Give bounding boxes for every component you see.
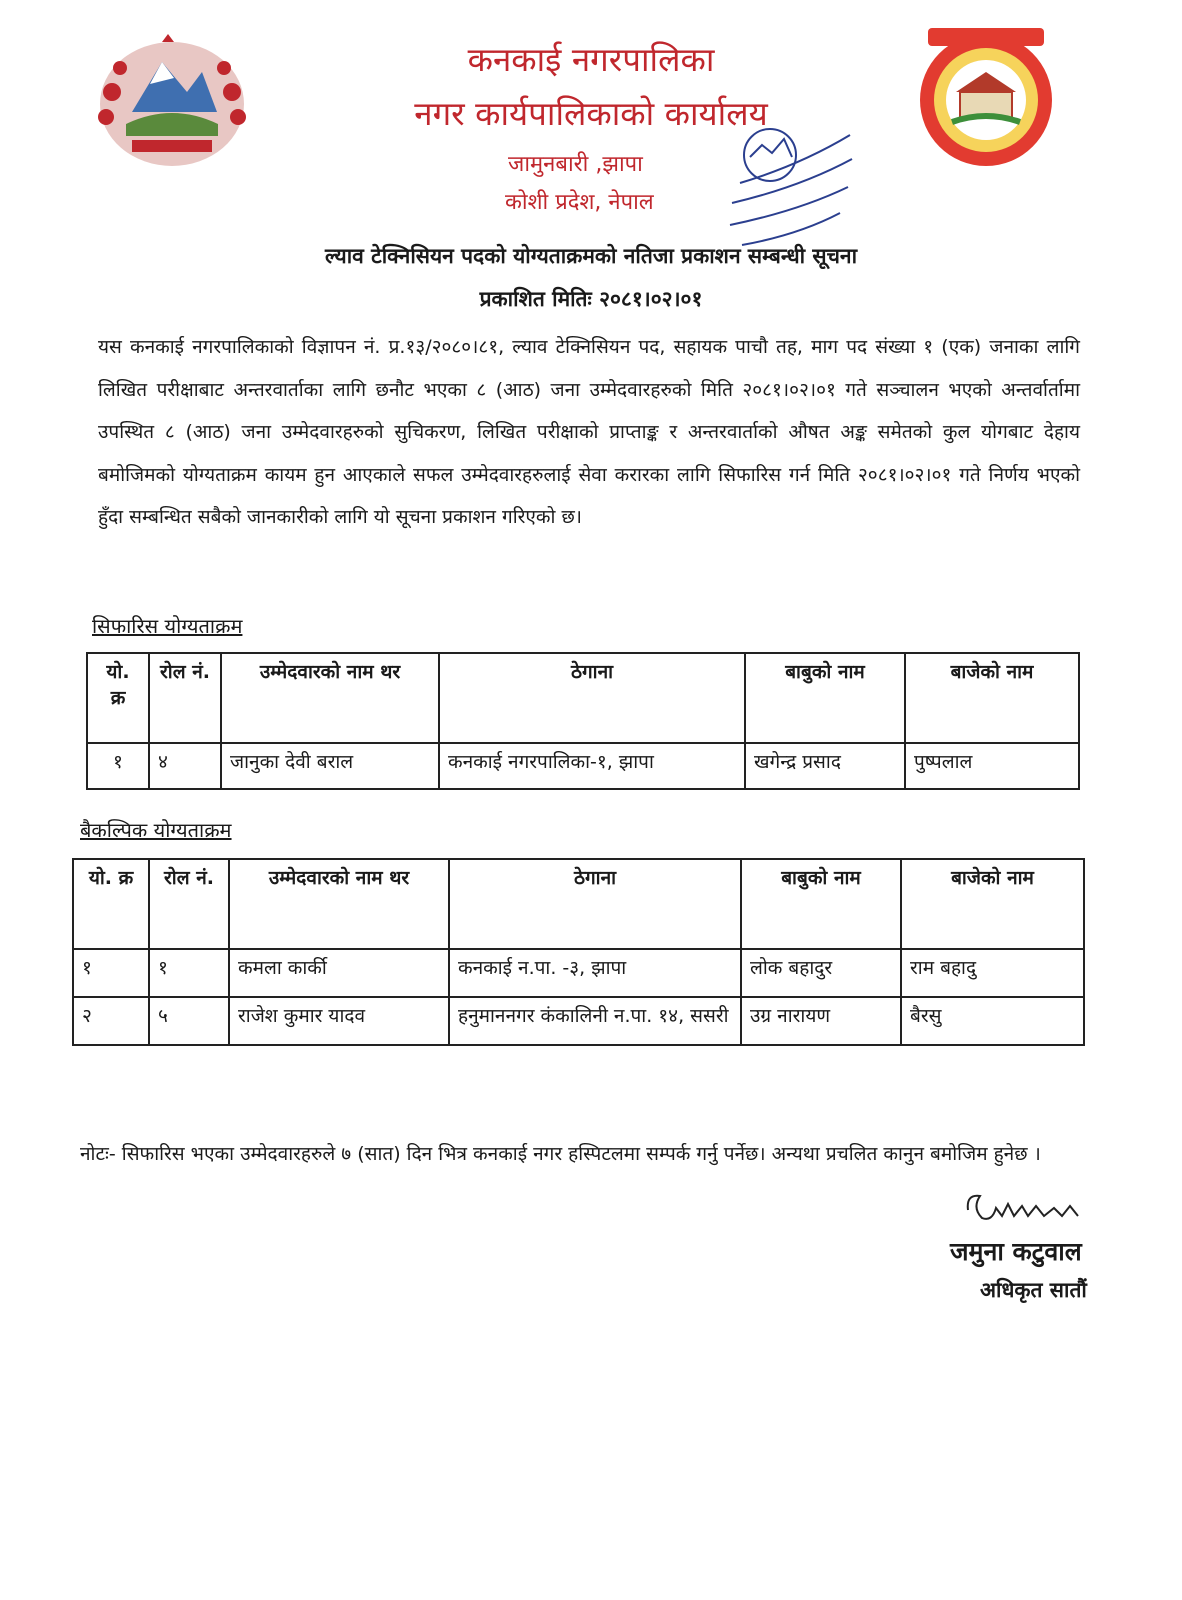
col-serial: यो. क्र bbox=[87, 653, 149, 743]
cell-serial: १ bbox=[87, 743, 149, 789]
address-line-1: जामुनबारी ,झापा bbox=[508, 152, 643, 177]
col-roll: रोल नं. bbox=[149, 653, 221, 743]
table-row bbox=[73, 997, 1084, 1045]
col-candidate-name: उम्मेदवारको नाम थर bbox=[221, 653, 439, 743]
cell-roll: १ bbox=[149, 949, 229, 997]
col-roll: रोल नं. bbox=[149, 859, 229, 949]
cell-candidate-name: कमला कार्की bbox=[229, 949, 449, 997]
cell-grandfather-name: बैरसु bbox=[901, 997, 1084, 1045]
col-candidate-name: उम्मेदवारको नाम थर bbox=[229, 859, 449, 949]
col-grandfather-name: बाजेको नाम bbox=[905, 653, 1079, 743]
col-serial: यो. क्र bbox=[73, 859, 149, 949]
col-address: ठेगाना bbox=[439, 653, 745, 743]
col-address: ठेगाना bbox=[449, 859, 741, 949]
table-header-row bbox=[87, 653, 1079, 743]
col-grandfather-name: बाजेको नाम bbox=[901, 859, 1084, 949]
cell-serial: २ bbox=[73, 997, 149, 1045]
cell-father-name: उग्र नारायण bbox=[741, 997, 901, 1045]
cell-grandfather-name: पुष्पलाल bbox=[905, 743, 1079, 789]
table-row bbox=[73, 949, 1084, 997]
cell-address: कनकाई न.पा. -३, झापा bbox=[449, 949, 741, 997]
office-subtitle: नगर कार्यपालिकाको कार्यालय bbox=[414, 94, 768, 133]
alternative-table bbox=[72, 858, 1085, 1046]
footer-note: नोटः- सिफारिस भएका उम्मेदवारहरुले ७ (सात) दिन भित्र कनकाई नगर हस्पिटलमा सम्पर्क गर्नु पर्नेछ। अन्यथा प्रचलित कानुन बमोजिम हुनेछ । bbox=[80, 1143, 1041, 1165]
cell-candidate-name: राजेश कुमार यादव bbox=[229, 997, 449, 1045]
recommended-table bbox=[86, 652, 1080, 790]
cell-serial: १ bbox=[73, 949, 149, 997]
col-father-name: बाबुको नाम bbox=[741, 859, 901, 949]
cell-father-name: लोक बहादुर bbox=[741, 949, 901, 997]
cell-roll: ४ bbox=[149, 743, 221, 789]
cell-roll: ५ bbox=[149, 997, 229, 1045]
published-date: प्रकाशित मितिः २०८१।०२।०१ bbox=[479, 287, 703, 311]
signer-designation: अधिकृत सातौं bbox=[980, 1278, 1087, 1302]
signer-name: जमुना कटुवाल bbox=[950, 1237, 1082, 1266]
cell-father-name: खगेन्द्र प्रसाद bbox=[745, 743, 905, 789]
cell-candidate-name: जानुका देवी बराल bbox=[221, 743, 439, 789]
notice-title: ल्याव टेक्निसियन पदको योग्यताक्रमको नतिजा प्रकाशन सम्बन्धी सूचना bbox=[324, 244, 858, 268]
notice-body: यस कनकाई नगरपालिकाको विज्ञापन नं. प्र.१३/२०८०।८१, ल्याव टेक्निसियन पद, सहायक पाचौ तह, माग पद संख्या १ (एक) जनाका लागि लिखित परीक्षाबाट अन्तरवार्ताका लागि छनौट भएका ८ (आठ) जना उम्मेदवारहरुको मिति २०८१।०२।०१ गते सञ्चालन भएको अन्तर्वार्तामा उपस्थित ८ (आठ) जना उम्मेदवारहरुको सुचिकरण, लिखित परीक्षाको प्राप्ताङ्क र अन्तरवार्ताको औषत अङ्क समेतको कुल योगबाट देहाय बमोजिमको योग्यताक्रम कायम हुन आएकाले सफल उम्मेदवारहरुलाई सेवा करारका लागि सिफारिस गर्न मिति २०८१।०२।०१ गते निर्णय भएको हुँदा सम्बन्धित सबैको जानकारीको लागि यो सूचना प्रकाशन गरिएको छ। bbox=[98, 336, 1080, 529]
cell-address: कनकाई नगरपालिका-१, झापा bbox=[439, 743, 745, 789]
col-father-name: बाबुको नाम bbox=[745, 653, 905, 743]
cell-address: हनुमाननगर कंकालिनी न.पा. १४, ससरी bbox=[449, 997, 741, 1045]
alternative-heading: बैकल्पिक योग्यताक्रम bbox=[80, 818, 232, 842]
table-header-row bbox=[73, 859, 1084, 949]
signature-icon bbox=[962, 1188, 1102, 1228]
office-name: कनकाई नगरपालिका bbox=[467, 40, 715, 79]
table-row bbox=[87, 743, 1079, 789]
recommended-heading: सिफारिस योग्यताक्रम bbox=[92, 614, 243, 638]
cell-grandfather-name: राम बहादु bbox=[901, 949, 1084, 997]
address-line-2: कोशी प्रदेश, नेपाल bbox=[505, 190, 654, 215]
